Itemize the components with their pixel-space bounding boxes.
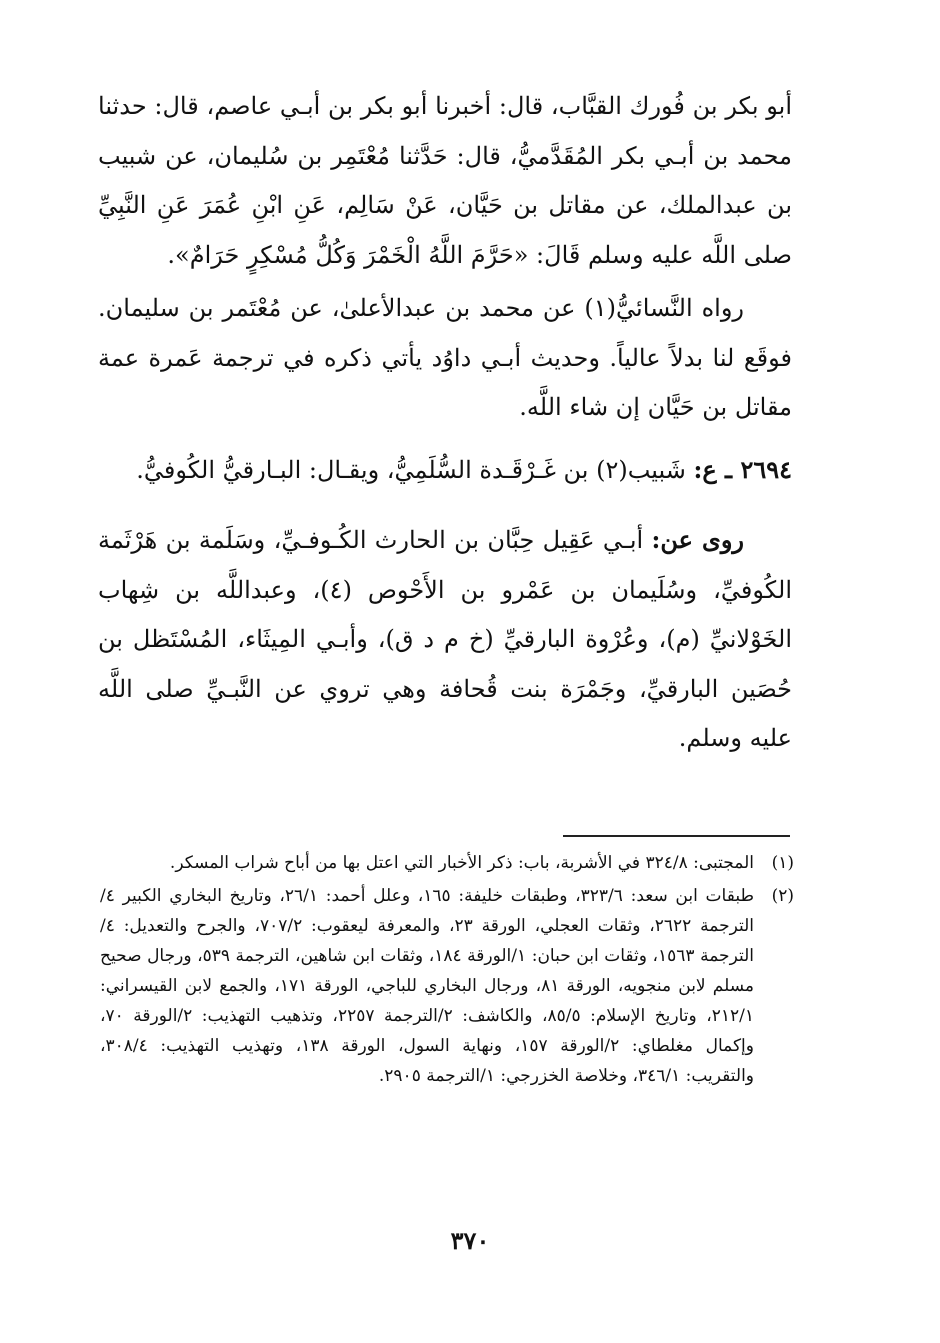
footnote-number: (٢): [771, 886, 794, 906]
footnote-number: (١): [771, 853, 794, 873]
narration-paragraph: رواه النَّسائيُّ(١) عن محمد بن عبدالأعلىٰ، عن مُعْتَمر بن سليمان. فوقَع لنا بدلاً عالياً. وحديث أبـي داوُد يأتي ذكره في ترجمة عَمرة عمة مقاتل بن حَيَّان إن شاء اللَّه.: [98, 294, 792, 421]
footnote-separator: [563, 835, 790, 837]
footnote-text: طبقات ابن سعد: ٣٢٣/٦، وطبقات خليفة: ١٦٥، وعلل أحمد: ٢٦/١، وتاريخ البخاري الكبير ٤/الترجمة ٢٦٢٢، وثقات العجلي، الورقة ٢٣، والمعرفة ليعقوب: ٧٠٧/٢، والجرح والتعديل: ٤/الترجمة ١٥٦٣، وثقات ابن حبان: ١/الورقة ١٨٤، وثقات ابن شاهين، الترجمة ٥٣٩، ورجال صحيح مسلم لابن منجويه، الورقة ٨١، ورجال البخاري للباجي، الورقة ١٧١، والجمع لابن القيسراني: ٢١٢/١، وتاريخ الإسلام: ٨٥/٥، والكاشف: ٢/الترجمة ٢٢٥٧، وتذهيب التهذيب: ٢/الورقة ٧٠، وإكمال مغلطاي: ٢/الورقة ١٥٧، ونهاية السول، الورقة ١٣٨، وتهذيب التهذيب: ٣٠٨/٤، والتقريب: ٣٤٦/١، وخلاصة الخزرجي: ١/الترجمة ٢٩٠٥.: [100, 886, 755, 1086]
narrated-from-text: أبـي عَقِيل حِبَّان بن الحارث الكُـوفـيِّ، وسَلَمة بن هَرْثَمة الكُوفيِّ، وسُلَيمان بن عَمْرو بن الأَحْوص (٤)، وعبداللَّه بن شِهاب الخَوْلانيِّ (م)، وعُرْوة البارقيِّ (خ م د ق)، وأبـي المِيثَاء، المُسْتَظل بن حُصَين البارقيِّ، وجَمْرَة بنت قُحافة وهي تروي عن النَّبـيِّ صلى اللَّه عليه وسلم.: [98, 526, 792, 752]
entry-name: شَبيب(٢) بن غَـرْقَـدة السُّلَمِيُّ، ويقـال: البـارقيُّ الكُوفيُّ.: [136, 455, 694, 484]
main-text: [98, 82, 792, 764]
entry-number: ٢٦٩٤ ـ ع:: [693, 454, 792, 484]
footnote-1: [100, 848, 794, 878]
hadith-paragraph: أبو بكر بن فُورك القبَّاب، قال: أخبرنا أبو بكر بن أبـي عاصم، قال: حدثنا محمد بن أبـي بكر المُقَدَّميُّ، قال: حَدَّثنا مُعْتَمِر بن سُليمان، عن شبيب بن عبدالملك، عن مقاتل بن حَيَّان، عَنْ سَالِم، عَنِ ابْنِ عُمَرَ عَنِ النَّبِيِّ صلى اللَّه عليه وسلم قَالَ: «حَرَّمَ اللَّهُ الْخَمْرَ وَكُلُّ مُسْكِرٍ حَرَامٌ».: [98, 92, 792, 269]
page-number: ٣٧٠: [450, 1226, 490, 1255]
footnotes: [100, 848, 794, 1094]
narrated-from-paragraph: [98, 515, 792, 764]
footnote-2: [100, 881, 794, 1091]
biography-entry-heading: [98, 445, 792, 496]
narrated-from-label: روى عن:: [651, 525, 744, 554]
footnote-text: المجتبى: ٣٢٤/٨ في الأشربة، باب: ذكر الأخبار التي اعتل بها من أباح شراب المسكر.: [169, 853, 754, 873]
